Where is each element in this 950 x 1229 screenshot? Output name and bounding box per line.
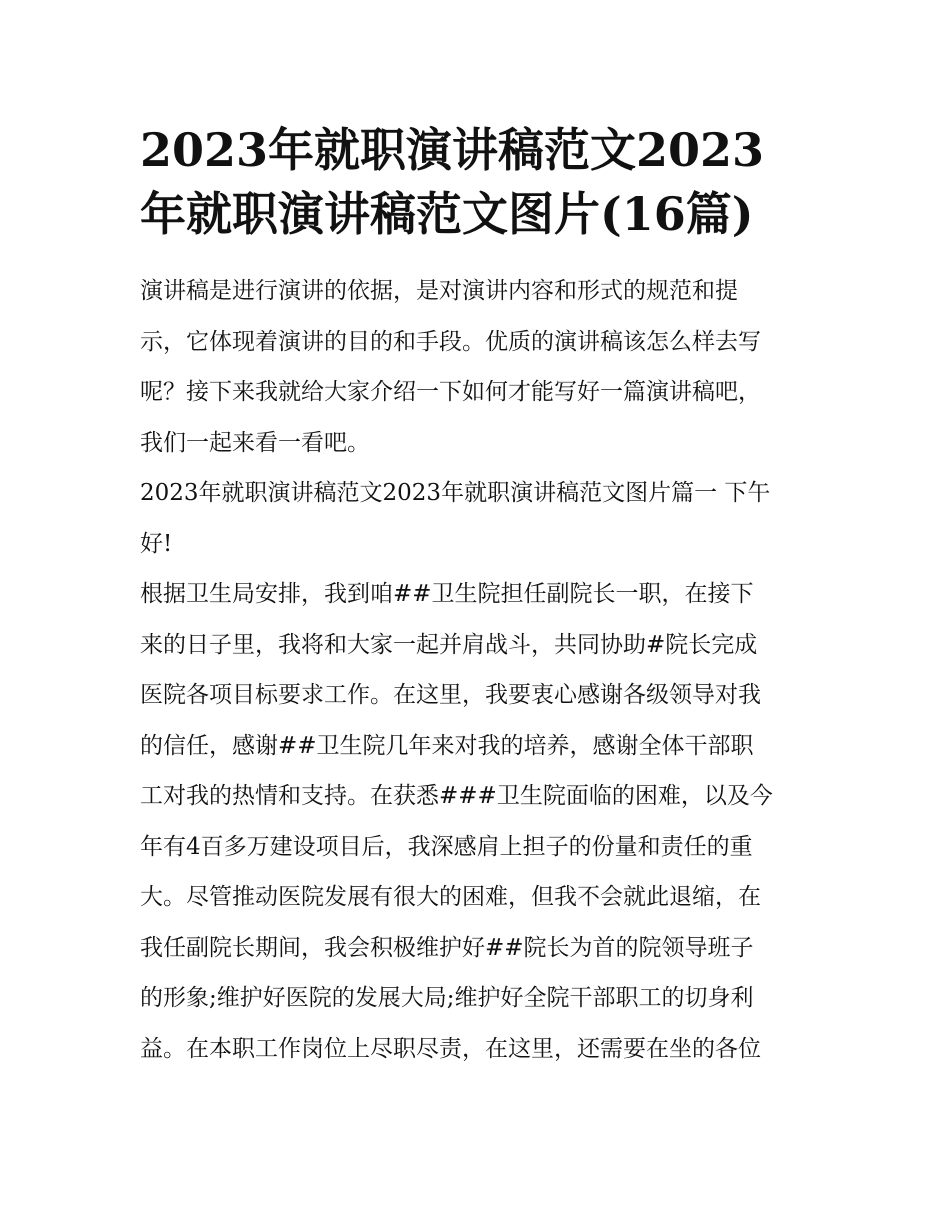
text-line: 好! [140, 530, 173, 557]
text-line: 医院各项目标要求工作。在这里，我要衷心感谢各级领导对我 [140, 682, 761, 708]
text-line: 的信任，感谢##卫生院几年来对我的培养，感谢全体干部职 [140, 732, 754, 759]
title-line: 2023年就职演讲稿范文2023 [140, 123, 765, 177]
text-line: 我任副院长期间，我会积极维护好##院长为首的院领导班子 [140, 934, 754, 961]
text-line: 呢？接下来我就给大家介绍一下如何才能写好一篇演讲稿吧， [140, 379, 761, 405]
text-line: 的形象;维护好医院的发展大局;维护好全院干部职工的切身利 [140, 985, 754, 1011]
text-line: 2023年就职演讲稿范文2023年就职演讲稿范文图片篇一 下午 [140, 480, 771, 506]
text-line: 年有4百多万建设项目后，我深感肩上担子的份量和责任的重 [140, 833, 753, 860]
paragraph-section-heading [140, 468, 815, 569]
text-line: 根据卫生局安排，我到咱##卫生院担任副院长一职，在接下 [140, 581, 754, 607]
paragraph-speech [140, 569, 815, 1074]
document-body [140, 266, 815, 1074]
document-content [140, 118, 815, 1074]
text-line: 示，它体现着演讲的目的和手段。优质的演讲稿该怎么样去写 [140, 328, 761, 355]
text-line: 演讲稿是进行演讲的依据，是对演讲内容和形式的规范和提 [140, 278, 738, 304]
text-line: 益。在本职工作岗位上尽职尽责，在这里，还需要在坐的各位 [140, 1035, 761, 1062]
text-line: 我们一起来看一看吧。 [140, 429, 370, 456]
title-line: 年就职演讲稿范文图片(16篇) [140, 187, 754, 241]
text-line: 大。尽管推动医院发展有很大的困难，但我不会就此退缩，在 [140, 884, 761, 910]
paragraph-intro [140, 266, 815, 468]
document-title [140, 118, 815, 246]
text-line: 来的日子里，我将和大家一起并肩战斗，共同协助#院长完成 [140, 631, 758, 658]
text-line: 工对我的热情和支持。在获悉###卫生院面临的困难，以及今 [140, 783, 773, 809]
